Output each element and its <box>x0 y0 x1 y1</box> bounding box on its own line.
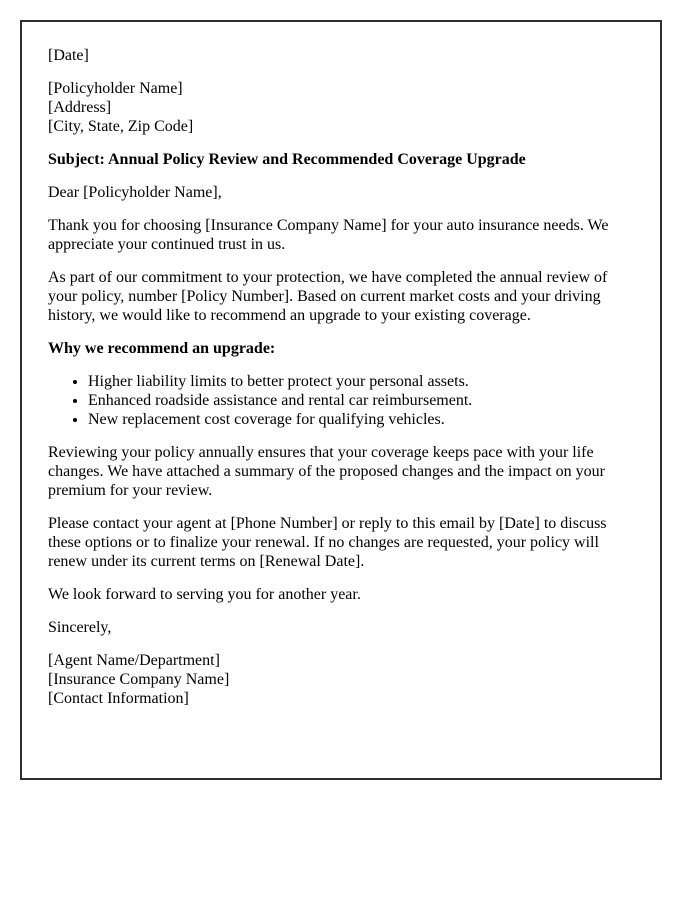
signature-block <box>48 651 634 708</box>
list-item-liability: • Higher liability limits to better protect your personal assets. <box>88 372 634 391</box>
signoff: Sincerely, <box>48 619 112 636</box>
salutation: Dear [Policyholder Name], <box>48 184 222 201</box>
list-item-roadside: • Enhanced roadside assistance and rental car reimbursement. <box>88 391 634 410</box>
paragraph-review: As part of our commitment to your protection, we have completed the annual review of your policy, number [Policy Number]. Based on current market costs and your driving history, we would like to recommend an upgrade to your existing coverage. <box>48 269 608 324</box>
paragraph-contact: Please contact your agent at [Phone Number] or reply to this email by [Date] to discuss these options or to finalize your renewal. If no changes are requested, your policy will renew under its current terms on [Renewal Date]. <box>48 515 607 570</box>
signature-contact-line: [Contact Information] <box>48 690 189 707</box>
paragraph-intro: Thank you for choosing [Insurance Company Name] for your auto insurance needs. We appreciate your continued trust in us. <box>48 217 609 253</box>
upgrade-benefits-list <box>48 372 634 429</box>
list-item-replacement: • New replacement cost coverage for qualifying vehicles. <box>88 410 634 429</box>
signature-company-line: [Insurance Company Name] <box>48 671 230 688</box>
recipient-name-line: [Policyholder Name] <box>48 80 183 97</box>
closing-line: We look forward to serving you for another year. <box>48 586 361 603</box>
signature-agent-line: [Agent Name/Department] <box>48 652 220 669</box>
recipient-address-line: [Address] <box>48 99 112 116</box>
subject-line: Subject: Annual Policy Review and Recommended Coverage Upgrade <box>48 151 526 168</box>
bullets-heading: Why we recommend an upgrade: <box>48 340 276 357</box>
recipient-city-line: [City, State, Zip Code] <box>48 118 194 135</box>
letter-document <box>20 20 662 780</box>
date-line: [Date] <box>48 47 89 64</box>
paragraph-annual-review: Reviewing your policy annually ensures that your coverage keeps pace with your life changes. We have attached a summary of the proposed changes and the impact on your premium for your review. <box>48 444 605 499</box>
recipient-block <box>48 79 634 136</box>
